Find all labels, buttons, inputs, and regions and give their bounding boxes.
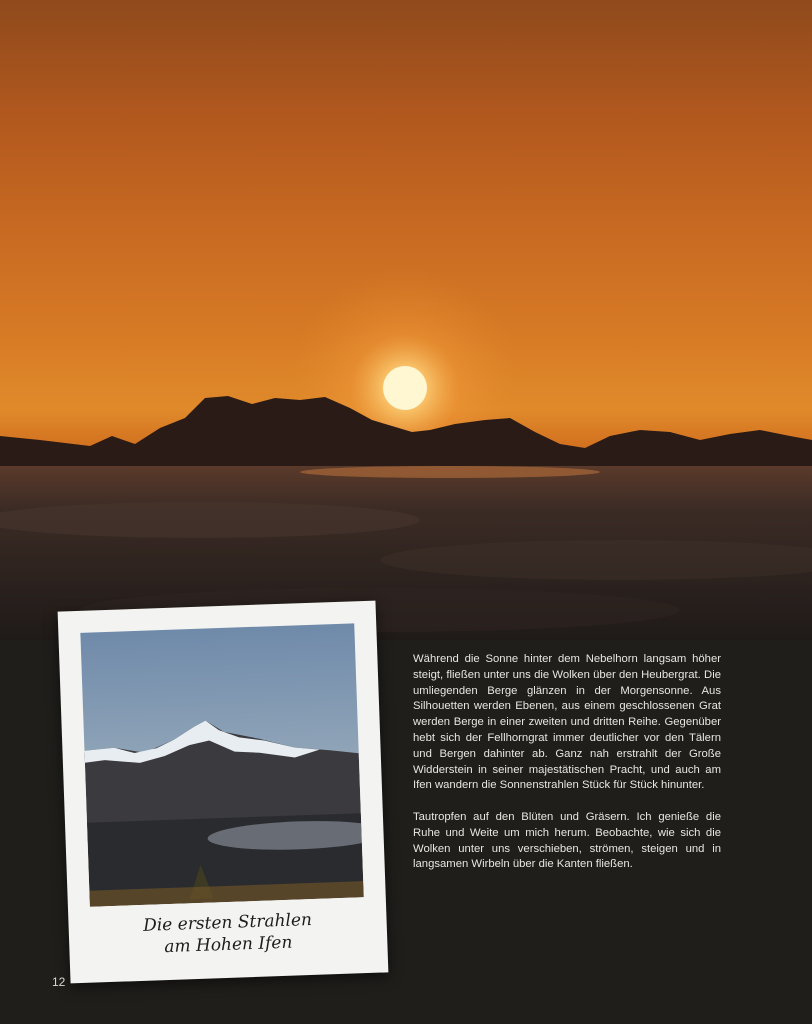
paragraph: Während die Sonne hinter dem Nebelhorn langsam höher steigt, fließen unter uns die Wolken über den Heubergrat. Die umliegenden Berge glänzen in der Morgensonne. Aus Silhouetten werden Ebenen, aus einem geschlossenen Grat werden Berge in einer zweiten und dritten Reihe. Gegenüber hebt sich der Fellhorngrat immer deutlicher vor den Tälern und Bergen dahinter ab. Ganz nah erstrahlt der Große Widderstein in seiner majestätischen Pracht, und auch am Ifen wandern die Sonnenstrahlen Stück für Stück hinunter. [413, 653, 721, 792]
polaroid-caption-line2: am Hohen Ifen [163, 932, 293, 958]
polaroid-caption-line1: Die ersten Strahlen [142, 909, 313, 936]
cloud-band [0, 502, 420, 538]
article-text [413, 652, 721, 889]
polaroid-photo [58, 601, 389, 984]
paragraph: Tautropfen auf den Blüten und Gräsern. Ich genieße die Ruhe und Weite um mich herum. Beobachte, wie sich die Wolken unter uns verschieben, strömen, steigen und in langsamen Wirbeln über die Kanten fließen. [413, 810, 721, 871]
cloud-highlight [300, 466, 600, 478]
page-number: 12 [52, 975, 66, 989]
polaroid-image [80, 623, 363, 906]
mountain-peak-illustration [80, 623, 363, 906]
sun [383, 366, 427, 410]
